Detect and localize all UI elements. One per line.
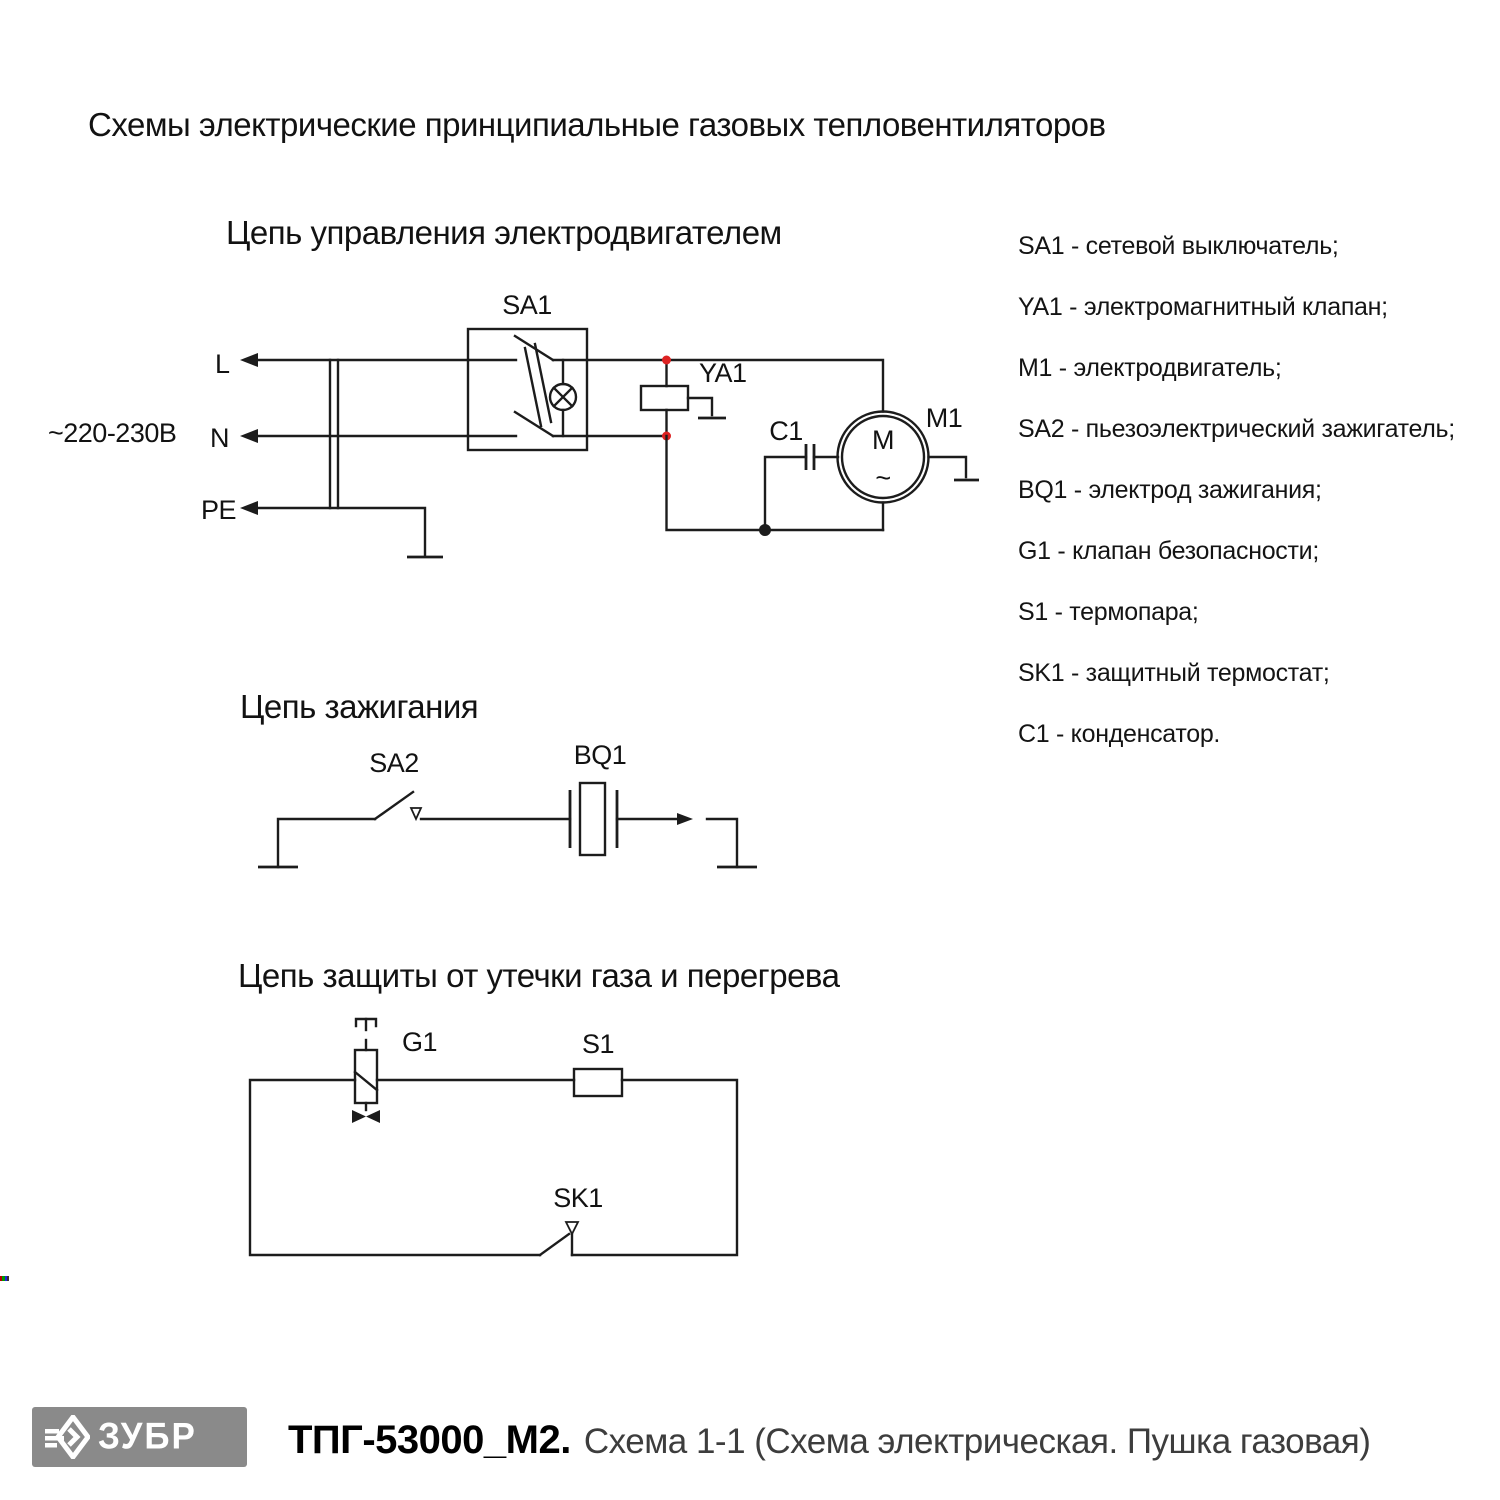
thermocouple-s1-icon — [574, 1069, 622, 1096]
legend-item-bq1: BQ1 - электрод зажигания; — [1018, 476, 1322, 504]
line-pe-arrow-icon — [240, 501, 443, 557]
label-sk1: SK1 — [553, 1183, 603, 1213]
piezo-bq1-icon — [570, 783, 617, 855]
node-red-top — [662, 356, 671, 365]
label-c1: C1 — [769, 416, 803, 446]
label-line-pe: PE — [201, 495, 237, 525]
line-n-arrow-icon — [240, 429, 468, 443]
switch-sa2-icon — [375, 792, 570, 819]
label-line-l: L — [215, 349, 230, 379]
switch-sa1-icon — [468, 329, 587, 450]
thermostat-sk1-icon — [540, 1222, 578, 1255]
label-m1: M1 — [925, 403, 963, 433]
capacitor-c1-icon — [765, 444, 838, 530]
terminal-right-icon — [707, 819, 757, 867]
connector-icon — [330, 360, 338, 508]
label-s1: S1 — [581, 1029, 615, 1059]
label-bq1: BQ1 — [573, 740, 627, 770]
label-g1: G1 — [402, 1027, 438, 1057]
circuit1-diagram — [48, 290, 979, 557]
loop-right — [572, 1080, 737, 1255]
legend-item-g1: G1 - клапан безопасности; — [1018, 537, 1319, 565]
spark-arrow-icon — [617, 813, 693, 825]
terminal-left-icon — [258, 819, 375, 867]
label-line-n: N — [210, 423, 229, 453]
footer-caption-line — [288, 1418, 1370, 1463]
line-l-arrow-icon — [240, 353, 468, 367]
brand-badge — [32, 1407, 247, 1467]
label-sa2: SA2 — [369, 748, 419, 778]
page-title: Схемы электрические принципиальные газовых тепловентиляторов — [88, 106, 1106, 143]
legend-item-sa1: SA1 - сетевой выключатель; — [1018, 232, 1339, 260]
motor-letter: M — [872, 425, 894, 455]
circuit2-diagram — [258, 740, 757, 867]
circuit3-title: Цепь защиты от утечки газа и перегрева — [238, 957, 840, 994]
motor-wave: ~ — [875, 463, 891, 493]
lamp-icon — [550, 360, 576, 436]
brand-logo-icon — [44, 1415, 90, 1459]
brand-name: ЗУБР — [98, 1416, 197, 1457]
legend-item-s1: S1 - термопара; — [1018, 598, 1199, 626]
legend-item-ya1: YA1 - электромагнитный клапан; — [1018, 293, 1388, 321]
label-ya1: YA1 — [699, 358, 747, 388]
label-sa1: SA1 — [502, 290, 552, 320]
label-voltage: ~220-230В — [48, 418, 177, 448]
model-number: ТПГ-53000_М2. — [288, 1418, 571, 1462]
legend — [1018, 231, 1478, 780]
scheme-caption: Схема 1-1 (Схема электрическая. Пушка газовая) — [583, 1422, 1371, 1461]
loop-left — [250, 1080, 540, 1255]
edge-artifact — [0, 1276, 9, 1281]
circuit1-title: Цепь управления электродвигателем — [226, 214, 782, 251]
legend-item-sk1: SK1 - защитный термостат; — [1018, 659, 1330, 687]
legend-item-sa2: SA2 - пьезоэлектрический зажигатель; — [1018, 415, 1455, 443]
safety-valve-g1-icon — [352, 1019, 380, 1123]
circuit2-title: Цепь зажигания — [240, 688, 479, 725]
legend-item-m1: M1 - электродвигатель; — [1018, 354, 1282, 382]
circuit3-diagram — [250, 1019, 737, 1255]
legend-item-c1: C1 - конденсатор. — [1018, 720, 1221, 748]
